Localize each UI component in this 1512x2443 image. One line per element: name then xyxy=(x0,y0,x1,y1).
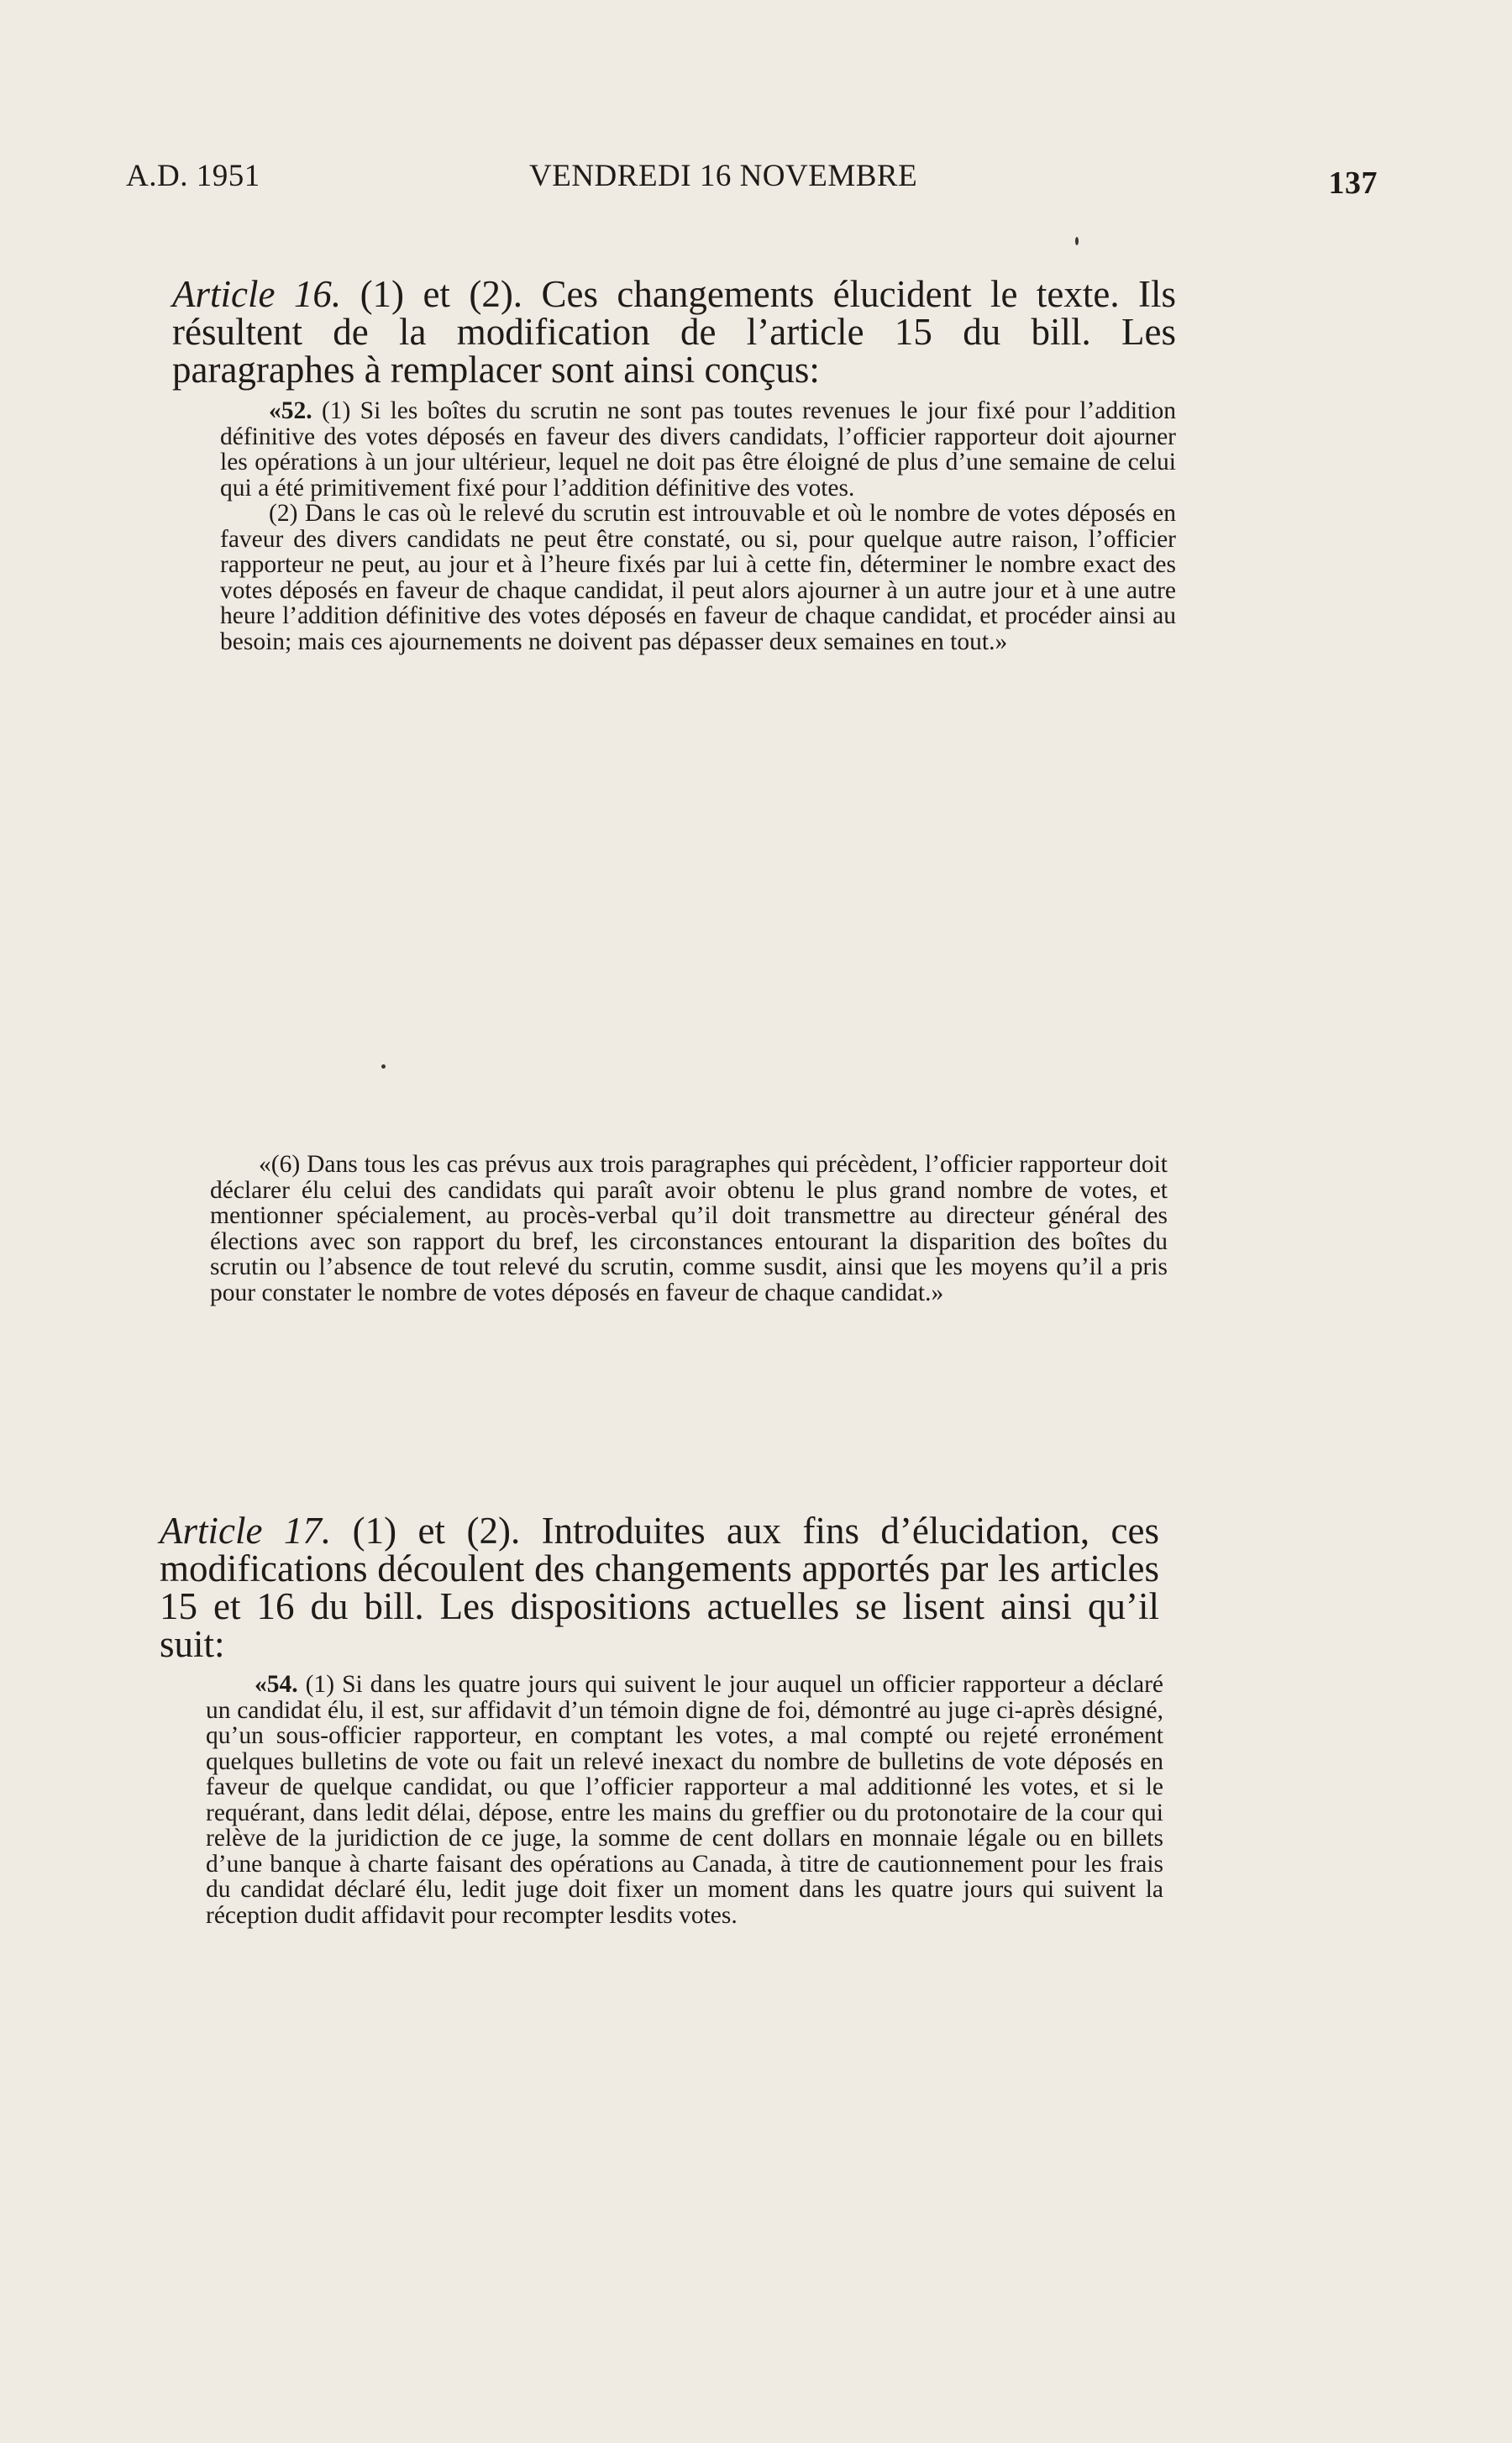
quote-54-number: «54. xyxy=(255,1671,298,1698)
quote-6-text: «(6) Dans tous les cas prévus aux trois paragraphes qui précèdent, l’officier rapporteur doit déclarer élu celui des candidats qui paraît avoir obtenu le plus grand nombre de votes, et mentionner spécialement, au procès-verbal qu’il doit transmettre au directeur général des élections avec son rapport du bref, les circonstances entourant la disparition des boîtes du scrutin ou l’absence de tout relevé du scrutin, comme susdit, ainsi que les moyens qu’il a pris pour constater le nombre de votes déposés en faveur de chaque candidat.» xyxy=(210,1151,1168,1306)
quote-52 xyxy=(220,398,1176,654)
quote-6-paragraph xyxy=(210,1152,1168,1306)
quote-54-text: (1) Si dans les quatre jours qui suivent le jour auquel un officier rapporteur a déclaré un candidat élu, il est, sur affidavit d’un témoin digne de foi, démontré au juge ci-après désigné, qu’un sous-officier rapporteur, en comptant les votes, a mal compté ou rejeté erronément quelques bulletins de vote ou fait un relevé inexact du nombre de bulletins de vote déposés en faveur de quelque candidat, ou que l’officier rapporteur a mal additionné les votes, et si le requérant, dans ledit délai, dépose, entre les mains du greffier ou du protonotaire de la cour qui relève de la juridiction de ce juge, la somme de cent dollars en monnaie légale ou en billets d’une banque à charte faisant des opérations au Canada, à titre de cautionnement pour les frais du candidat déclaré élu, ledit juge doit fixer un moment dans les quatre jours qui suivent la réception dudit affidavit pour recompter lesdits votes. xyxy=(206,1671,1164,1929)
quote-52-paragraph-1 xyxy=(220,398,1176,501)
section-17-label: Article xyxy=(160,1510,263,1552)
page-header xyxy=(126,158,1378,208)
section-16-paragraph xyxy=(172,273,1177,391)
page-number: 137 xyxy=(1328,165,1378,201)
header-date: VENDREDI 16 NOVEMBRE xyxy=(529,159,918,193)
section-17-paragraph xyxy=(160,1512,1159,1663)
quote-52-text-2: (2) Dans le cas où le relevé du scrutin est introuvable et où le nombre de votes déposés en faveur des divers candidats ne peut être constaté, ou si, pour quelque autre raison, l’officier rapporteur ne peut, au jour et à l’heure fixés par lui à cette fin, déterminer le nombre exact des votes déposés en faveur de chaque candidat, il peut alors ajourner à un autre jour et à une autre heure l’addition définitive des votes déposés en faveur de chaque candidat, et procéder ainsi au besoin; mais ces ajournements ne doivent pas dépasser deux semaines en tout.» xyxy=(220,500,1176,655)
quote-52-text-1: (1) Si les boîtes du scrutin ne sont pas toutes revenues le jour fixé pour l’addition définitive des votes déposés en faveur des divers candidats, l’officier rapporteur doit ajourner les opérations à un jour ultérieur, lequel ne doit pas être éloigné de plus d’une semaine de celui qui a été primitivement fixé pour l’addition définitive des votes. xyxy=(220,397,1176,502)
section-16-number: 16. xyxy=(293,273,342,315)
quote-54-paragraph xyxy=(206,1672,1163,1928)
quote-54 xyxy=(206,1672,1163,1928)
print-speck xyxy=(1075,237,1079,245)
header-year: A.D. 1951 xyxy=(126,159,260,193)
quote-52-number: «52. xyxy=(269,397,312,424)
quote-52-paragraph-2 xyxy=(220,501,1176,654)
section-17-number: 17. xyxy=(283,1510,332,1552)
section-16-text: (1) et (2). Ces changements élucident le texte. Ils résultent de la modification de l’article 15 du bill. Les paragraphes à remplacer sont ainsi conçus: xyxy=(172,273,1177,391)
section-16-label: Article xyxy=(172,273,276,315)
print-speck xyxy=(381,1064,386,1069)
section-17-text: (1) et (2). Introduites aux fins d’élucidation, ces modifications découlent des changements apportés par les articles 15 et 16 du bill. Les dispositions actuelles se lisent ainsi qu’il suit: xyxy=(160,1510,1159,1665)
quote-6 xyxy=(210,1152,1168,1306)
